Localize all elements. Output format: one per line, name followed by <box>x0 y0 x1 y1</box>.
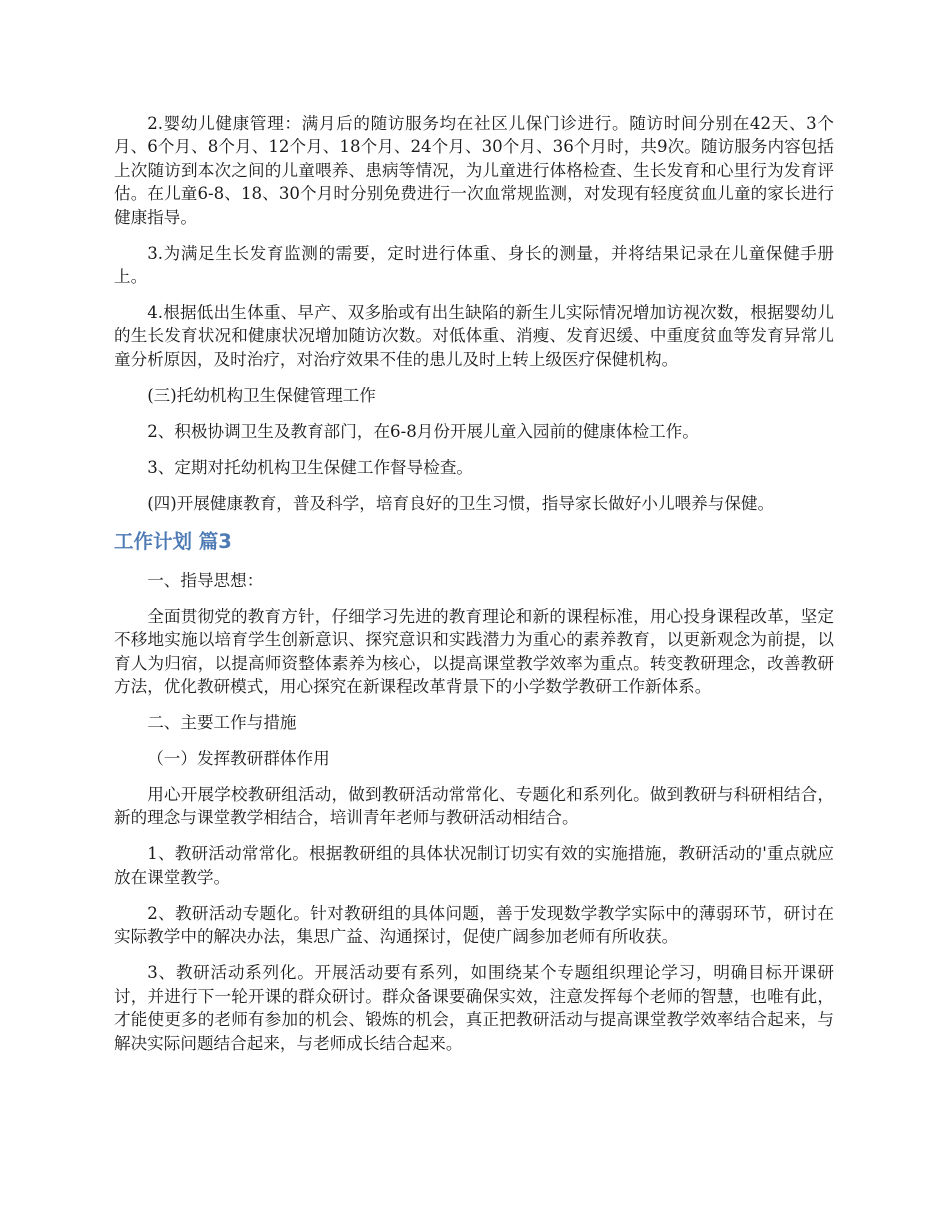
paragraph-infant-health-management: 2.婴幼儿健康管理：满月后的随访服务均在社区儿保门诊进行。随访时间分别在42天、3个月、6个月、8个月、12个月、18个月、24个月、30个月、36个月时，共9次。随访服务内容包括上次随访到本次之间的儿童喂养、患病等情况，为儿童进行体格检查、生长发育和心里行为发育评估。在儿童6-8、18、30个月时分别免费进行一次血常规监测，对发现有轻度贫血儿童的家长进行健康指导。 <box>114 114 834 227</box>
paragraph-education-policy: 全面贯彻党的教育方针，仔细学习先进的教育理论和新的课程标准，用心投身课程改革，坚定不移地实施以培育学生创新意识、探究意识和实践潜力为重心的素养教育，以更新观念为前提，以育人为归宿，以提高师资整体素养为核心，以提高课堂教学效率为重点。转变教研理念，改善教研方法，优化教研模式，用心探究在新课程改革背景下的小学数学教研工作新体系。 <box>114 606 834 697</box>
document-body <box>114 112 834 1068</box>
paragraph-supervision: 3、定期对托幼机构卫生保健工作督导检查。 <box>147 457 474 477</box>
paragraph-serial-research: 3、教研活动系列化。开展活动要有系列，如围绕某个专题组织理论学习，明确目标开课研讨，并进行下一轮开课的群众研讨。群众备课要确保实效，注意发挥每个老师的智慧，也唯有此，才能使更多的老师有参加的机会、锻炼的机会，真正把教研活动与提高课堂教学效率结合起来，与解决实际问题结合起来，与老师成长结合起来。 <box>114 963 834 1053</box>
paragraph-coordination: 2、积极协调卫生及教育部门，在6-8月份开展儿童入园前的健康体检工作。 <box>147 421 699 441</box>
section-heading: 工作计划 篇3 <box>114 529 232 553</box>
paragraph-regular-research: 1、教研活动常常化。根据教研组的具体状况制订切实有效的实施措施，教研活动的'重点就应放在课堂教学。 <box>114 844 834 887</box>
paragraph-health-education: (四)开展健康教育，普及科学，培育良好的卫生习惯，指导家长做好小儿喂养与保健。 <box>147 493 775 513</box>
paragraph-main-work: 二、主要工作与措施 <box>147 713 297 733</box>
paragraph-growth-monitoring: 3.为满足生长发育监测的需要，定时进行体重、身长的测量，并将结果记录在儿童保健手册上。 <box>114 243 834 287</box>
paragraph-research-group: （一）发挥教研群体作用 <box>147 749 330 769</box>
paragraph-topical-research: 2、教研活动专题化。针对教研组的具体问题，善于发现数学教学实际中的薄弱环节，研讨在实际教学中的解决办法，集思广益、沟通探讨，促使广阔参加老师有所收获。 <box>114 903 834 947</box>
paragraph-increase-visits: 4.根据低出生体重、早产、双多胎或有出生缺陷的新生儿实际情况增加访视次数，根据婴幼儿的生长发育状况和健康状况增加随访次数。对低体重、消瘦、发育迟缓、中重度贫血等发育异常儿童分析原因，及时治疗，对治疗效果不佳的患儿及时上转上级医疗保健机构。 <box>114 303 834 369</box>
paragraph-guiding-ideology: 一、指导思想： <box>147 570 264 590</box>
paragraph-childcare-heading: (三)托幼机构卫生保健管理工作 <box>147 385 376 405</box>
paragraph-research-activities: 用心开展学校教研组活动，做到教研活动常常化、专题化和系列化。做到教研与科研相结合，新的理念与课堂教学相结合，培训青年老师与教研活动相结合。 <box>114 785 834 828</box>
